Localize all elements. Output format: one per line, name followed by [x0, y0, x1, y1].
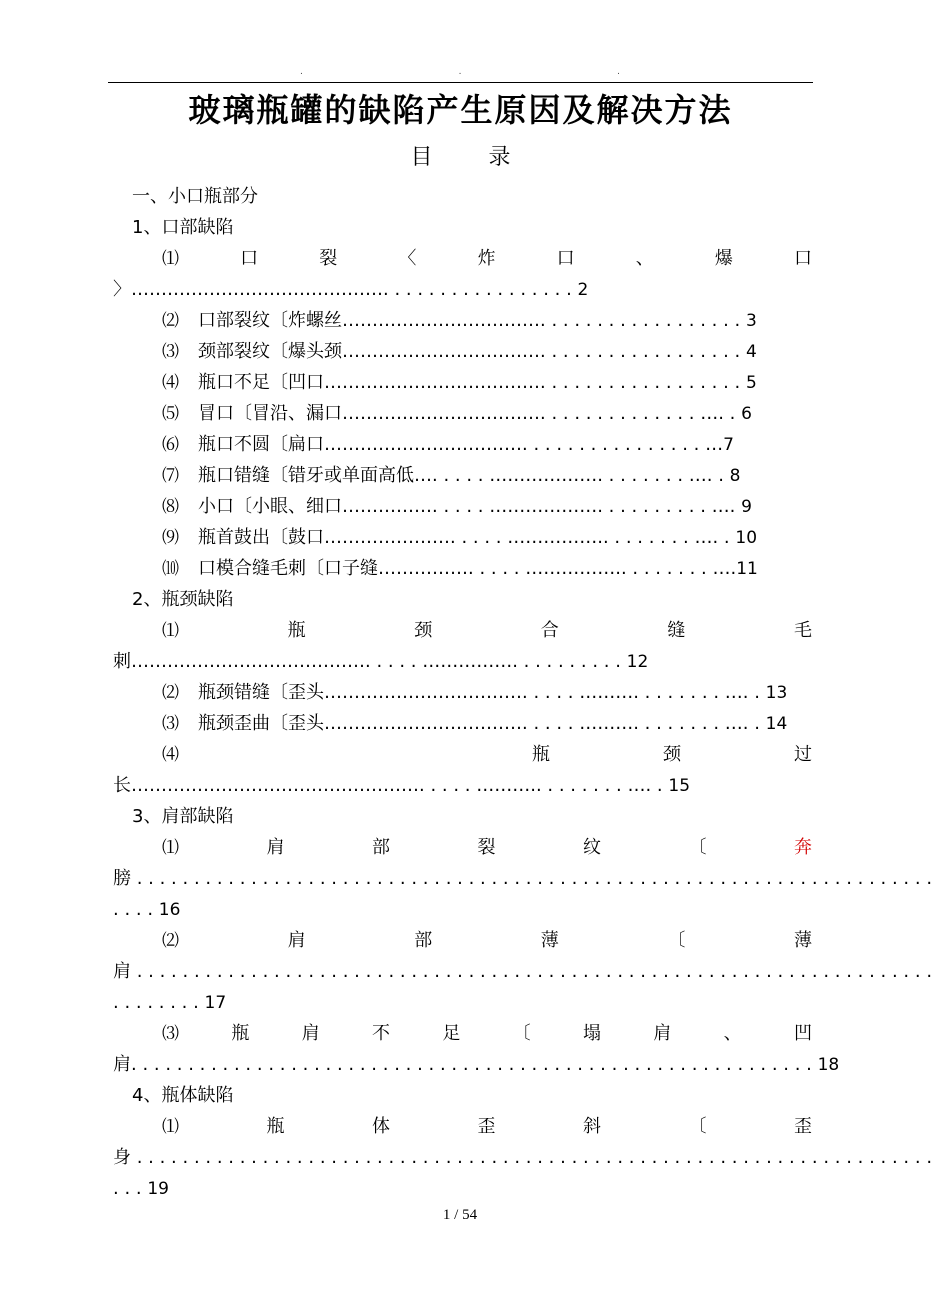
leader-dots: ……………………………. . . . . ………. . . . . . . . …. . — [324, 713, 766, 734]
header-dots — [300, 66, 620, 78]
entry-char: 瓶 — [532, 744, 550, 765]
entry-text: 〉 — [113, 279, 131, 300]
entry-text: 长 — [113, 775, 131, 796]
entry-char: 薄 — [793, 930, 812, 951]
leader-dots: …………………. . . . . …………….. . . . . . . . …. . — [324, 527, 736, 548]
entry-char-highlight: 奔 — [794, 837, 812, 858]
page-title: 玻璃瓶罐的缺陷产生原因及解决方法 — [188, 91, 733, 129]
entry-char: 歪 — [794, 1116, 812, 1137]
entry-text: 瓶首鼓出〔鼓口 — [198, 527, 324, 548]
entry-number: ⑴ — [162, 621, 179, 641]
entry-char: 薄 — [540, 930, 559, 951]
page-number: 12 — [626, 652, 649, 672]
entry-number: ⑴ — [162, 249, 179, 269]
entry-char: 〈 — [398, 248, 417, 269]
entry-char: 肩 — [266, 837, 285, 858]
entry-char: 肩 — [287, 930, 306, 951]
leader-dots: . . . — [113, 1178, 148, 1199]
page-footer: 1 / 54 — [442, 1207, 478, 1223]
entry-char: 爆 — [714, 248, 733, 269]
header-dot: . — [458, 67, 462, 77]
toc-heading-char: 录 — [488, 145, 511, 170]
toc-entry-continuation[interactable] — [113, 864, 932, 894]
entry-char: 口 — [556, 248, 575, 269]
entry-char: 瓶 — [287, 620, 306, 641]
entry-char: 缝 — [667, 620, 686, 641]
entry-number: ⑵ — [162, 311, 179, 331]
leader-dots: ……………………………. . . . . ………. . . . . . . . …. . — [324, 682, 766, 703]
entry-number: ⑼ — [162, 528, 179, 548]
toc-entry-continuation[interactable] — [113, 1143, 932, 1173]
entry-char: 肩 — [301, 1023, 320, 1044]
toc-entry-continuation[interactable] — [113, 647, 648, 677]
entry-text: 口部裂纹〔炸螺丝 — [198, 310, 342, 331]
entry-text: 肩 — [113, 1054, 131, 1075]
page-number: 9 — [741, 497, 752, 517]
entry-number: ⑴ — [162, 838, 179, 858]
header-dot: . — [617, 67, 620, 77]
entry-text: 瓶颈错缝〔歪头 — [198, 682, 324, 703]
entry-char: 颈 — [414, 620, 433, 641]
leader-dots: ……………. . . . . …………….. . . . . . . . …. — [378, 558, 737, 579]
entry-number: ⑺ — [162, 466, 179, 486]
toc-entry-continuation[interactable] — [113, 895, 180, 925]
page-number: 2 — [577, 280, 589, 300]
toc-entry-continuation[interactable] — [113, 771, 690, 801]
entry-char: 过 — [794, 744, 812, 765]
toc-entry[interactable] — [162, 678, 787, 708]
toc-entry[interactable] — [162, 709, 787, 739]
entry-char: 凹 — [793, 1023, 812, 1044]
header-rule — [108, 82, 813, 83]
entry-char: 〔 — [667, 930, 686, 951]
entry-char: 部 — [372, 837, 390, 858]
entry-text: 肩 — [113, 961, 131, 982]
toc-entry-justified[interactable] — [162, 740, 812, 770]
entry-char: 口 — [240, 248, 259, 269]
entry-char: 纹 — [583, 837, 601, 858]
entry-char: 〔 — [512, 1023, 531, 1044]
leader-dots: …………………………………………. . . . . ……….. . . . . . . . …. . — [131, 775, 669, 796]
entry-char: 足 — [442, 1023, 461, 1044]
toc-section[interactable]: 一、小口瓶部分 — [132, 186, 258, 207]
entry-number: ⑵ — [162, 683, 179, 703]
leader-dots: . . . . — [113, 899, 159, 920]
entry-char: 炸 — [477, 248, 496, 269]
entry-number: ⑶ — [162, 342, 179, 362]
toc-entry-continuation[interactable] — [113, 1174, 169, 1204]
leader-dots: . . . . . . . . . . . . . . . . . . . . . . . . . . . . . . . . . . . . . . . . . . . . . . . . . . . . . . . . . . . . — [131, 1054, 818, 1075]
entry-char: 歪 — [477, 1116, 496, 1137]
entry-char: 口 — [794, 248, 812, 269]
entry-number: ⑷ — [162, 745, 179, 765]
entry-text: 瓶口错缝〔错牙或单面高低 — [198, 465, 414, 486]
toc-subsection[interactable]: 2、瓶颈缺陷 — [132, 589, 234, 610]
toc-entry[interactable] — [162, 368, 757, 398]
leader-dots: ……………………………………. . . . . . . . . . . . . . . . . — [131, 279, 578, 300]
entry-text: 身 — [113, 1147, 131, 1168]
toc-subsection[interactable]: 1、口部缺陷 — [132, 217, 234, 238]
entry-char: 颈 — [663, 744, 681, 765]
page-number: 7 — [723, 435, 734, 455]
toc-entry[interactable] — [162, 306, 757, 336]
page-number: 5 — [745, 373, 757, 393]
page-number: 15 — [668, 776, 691, 796]
entry-char: 〔 — [688, 837, 707, 858]
leader-dots: …………………………………. . . . . ……………. . . . . . . . . . — [131, 651, 627, 672]
page-number: 3 — [745, 311, 757, 331]
entry-text: 瓶颈歪曲〔歪头 — [198, 713, 324, 734]
entry-number: ⑻ — [162, 497, 179, 517]
toc-entry-justified[interactable] — [162, 616, 812, 646]
toc-entry-continuation[interactable] — [113, 988, 226, 1018]
toc-entry[interactable] — [162, 554, 758, 584]
entry-text: 冒口〔冒沿、漏口 — [198, 403, 342, 424]
toc-entry-continuation[interactable] — [113, 957, 932, 987]
leader-dots: …. . . . . ………………. . . . . . . . …. . — [414, 465, 730, 486]
leader-dots: . . . . . . . . . . . . . . . . . . . . . . . . . . . . . . . . . . . . . . . . . . . . . . . . . . . . . . . . . . . . . . . . . . . . . . — [131, 868, 932, 889]
toc-subsection[interactable]: 3、肩部缺陷 — [132, 806, 234, 827]
entry-text: 小口〔小眼、细口 — [198, 496, 342, 517]
leader-dots: ……………………………. . . . . . . . . . . . . . . . . . — [342, 341, 746, 362]
page-number: 6 — [741, 404, 752, 424]
entry-text: 瓶口不圆〔扁口 — [198, 434, 324, 455]
toc-entry-justified[interactable] — [162, 1112, 812, 1142]
leader-dots: ……………………………. . . . . . . . . . . . . . . . . . — [342, 310, 746, 331]
entry-char: 肩 — [653, 1023, 672, 1044]
toc-entry[interactable] — [162, 461, 740, 491]
entry-char: 体 — [372, 1116, 390, 1137]
leader-dots: . . . . . . . . . . . . . . . . . . . . . . . . . . . . . . . . . . . . . . . . . . . . . . . . . . . . . . . . . . . . . . . . . . . . . . — [131, 1147, 932, 1168]
entry-number: ⑶ — [162, 1024, 179, 1044]
leader-dots: ……………………………. . . . . . . . . . . . . . …. . — [342, 403, 742, 424]
entry-number: ⑴ — [162, 1117, 179, 1137]
leader-dots: ………………………………. . . . . . . . . . . . . . . . . . — [324, 372, 746, 393]
entry-char: 、 — [635, 248, 654, 269]
page-number: 11 — [736, 559, 758, 579]
entry-char: 裂 — [477, 837, 496, 858]
entry-number: ⑵ — [162, 931, 179, 951]
entry-number: ⑸ — [162, 404, 179, 424]
entry-char: 斜 — [583, 1116, 601, 1137]
leader-dots: ……………. . . . . ………………. . . . . . . . . . …. — [342, 496, 742, 517]
entry-char: 毛 — [793, 620, 812, 641]
entry-char: 瓶 — [231, 1023, 250, 1044]
toc-entry-justified[interactable] — [162, 926, 812, 956]
entry-text: 刺 — [113, 651, 131, 672]
header-dot: . — [300, 67, 303, 77]
page-number: 14 — [765, 714, 788, 734]
toc-entry-justified[interactable] — [162, 1019, 812, 1049]
toc-subsection[interactable]: 4、瓶体缺陷 — [132, 1085, 234, 1106]
toc-entry-justified[interactable] — [162, 244, 812, 274]
toc-entry[interactable] — [162, 399, 752, 429]
entry-char: 〔 — [688, 1116, 707, 1137]
entry-char: 部 — [414, 930, 433, 951]
leader-dots: . . . . . . . . . . . . . . . . . . . . . . . . . . . . . . . . . . . . . . . . . . . . . . . . . . . . . . . . . . . . . . . . . . . . . . — [131, 961, 932, 982]
entry-char: 塌 — [582, 1023, 601, 1044]
entry-char: 合 — [540, 620, 559, 641]
page-number: 8 — [729, 466, 741, 486]
entry-number: ⑹ — [162, 435, 179, 455]
toc-heading-char: 目 — [410, 145, 433, 170]
page-number: 18 — [817, 1055, 840, 1075]
page-number: 19 — [147, 1179, 169, 1199]
leader-dots: ……………………………. . . . . . . . . . . . . . . . … — [324, 434, 724, 455]
entry-number: ⑶ — [162, 714, 179, 734]
toc-entry[interactable] — [162, 523, 757, 553]
toc-entry-justified[interactable] — [162, 833, 812, 863]
page-number: 13 — [765, 683, 788, 703]
leader-dots: . . . . . . . . — [113, 992, 205, 1013]
page-number: 10 — [735, 528, 758, 548]
toc-entry-continuation[interactable] — [113, 275, 588, 305]
page-number: 17 — [204, 993, 227, 1013]
toc-entry[interactable] — [162, 337, 757, 367]
page-number: 4 — [745, 342, 757, 362]
entry-text: 膀 — [113, 868, 131, 889]
entry-char: 裂 — [319, 248, 338, 269]
toc-entry[interactable] — [162, 430, 734, 460]
entry-text: 口模合缝毛刺〔口子缝 — [198, 558, 378, 579]
toc-entry-continuation[interactable] — [113, 1050, 839, 1080]
entry-char: 不 — [371, 1023, 390, 1044]
entry-char: 瓶 — [266, 1116, 285, 1137]
entry-text: 瓶口不足〔凹口 — [198, 372, 324, 393]
entry-number: ⑽ — [162, 559, 179, 579]
entry-char: 、 — [723, 1023, 742, 1044]
entry-number: ⑷ — [162, 373, 179, 393]
entry-text: 颈部裂纹〔爆头颈 — [198, 341, 342, 362]
toc-heading — [108, 140, 813, 176]
toc-entry[interactable] — [162, 492, 752, 522]
page-number: 16 — [158, 900, 181, 920]
